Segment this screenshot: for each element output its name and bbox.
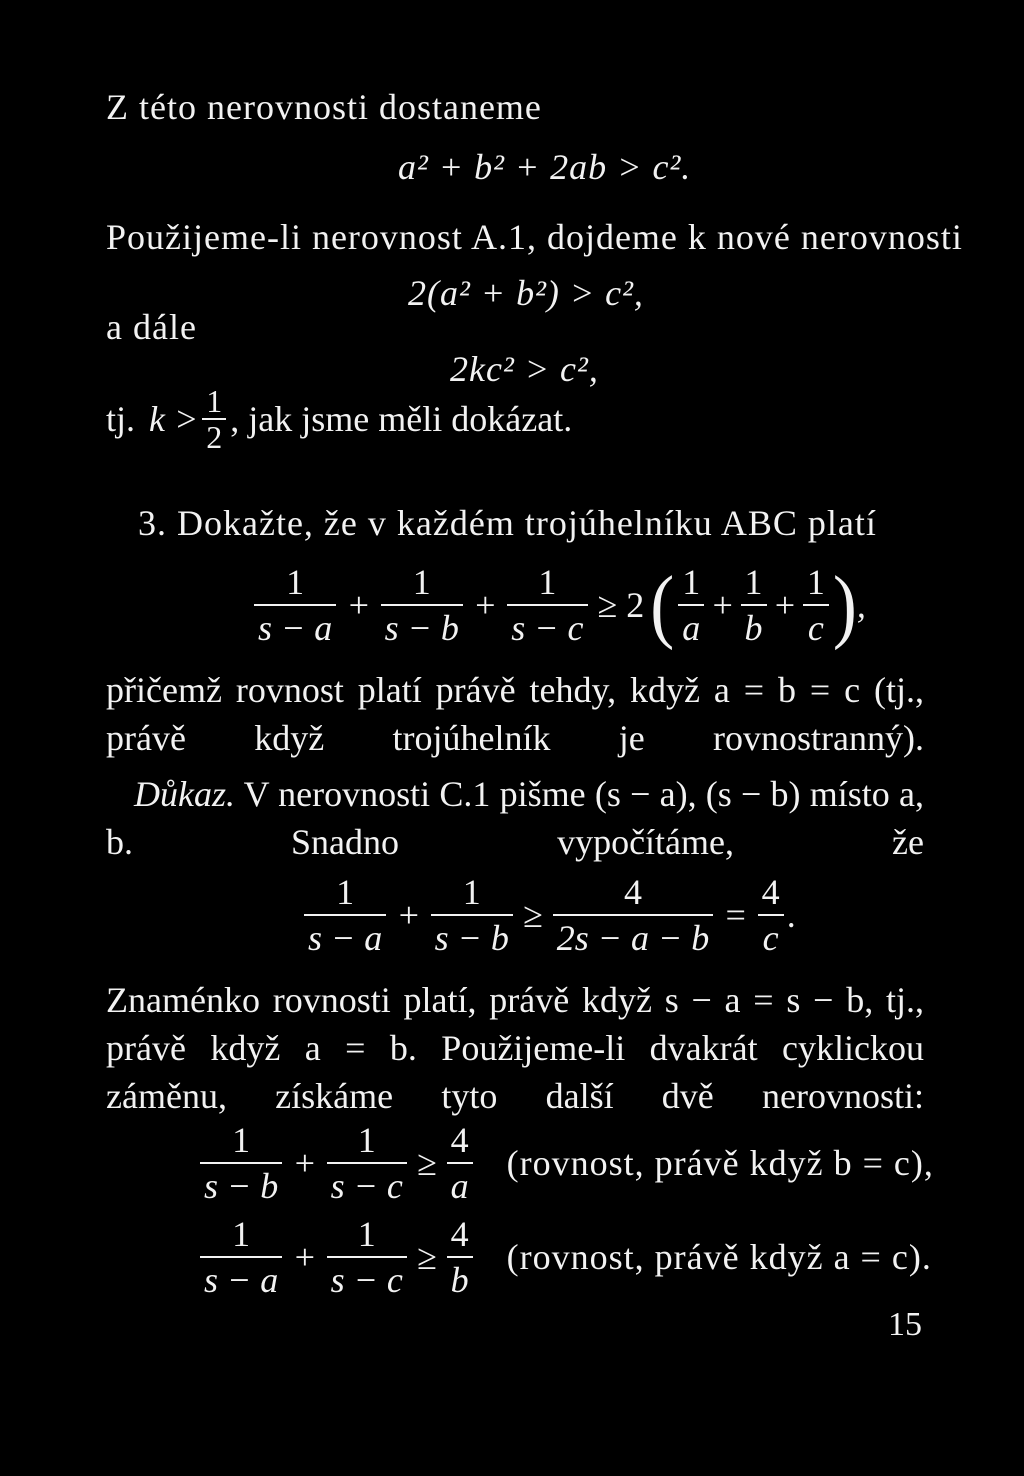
fraction-1-over-s-b: $\frac{1}{s - b}$	[200, 1118, 282, 1208]
paragraph-sign: Znaménko rovnosti platí, právě když s − a = s − b, tj., právě když a = b. Použijeme-li dvakrát cyklickou záměnu, získáme tyto další dvě nerovnosti:	[106, 980, 924, 1116]
conclusion-line	[106, 384, 572, 454]
fraction-4-over-a: $\frac{4}{a}$	[447, 1118, 473, 1208]
left-paren: (	[650, 559, 675, 651]
fraction-1-over-s-a: $\frac{1}{s - a}$	[254, 560, 336, 650]
inequality-2: $\frac{1}{s - a}$ + $\frac{1}{s - b}$ ≥ $\frac{4}{2s - a - b}$ = $\frac{4}{c}$ .	[300, 870, 797, 960]
fraction-1-over-c: $\frac{1}{c}$	[803, 560, 829, 650]
equation-3: 2kc² > c²,	[450, 349, 599, 389]
equation-2: 2(a² + b²) > c²,	[408, 273, 644, 313]
page-number: 15	[888, 1306, 922, 1343]
equality-note-ac: (rovnost, právě když a = c).	[506, 1237, 932, 1277]
fraction-4-over-c: $\frac{4}{c}$	[758, 870, 784, 960]
fraction-1-over-s-a: $\frac{1}{s - a}$	[304, 870, 386, 960]
text-a1: Použijeme-li nerovnost A.1, dojdeme k nové nerovnosti	[106, 217, 963, 257]
inequality-4: $\frac{1}{s - a}$ + $\frac{1}{s - c}$ ≥ $\frac{4}{b}$ (rovnost, právě když a = c).	[196, 1212, 932, 1302]
proof-text: V nerovnosti C.1 pišme (s − a), (s − b) místo a, b. Snadno vypočítáme, že	[106, 774, 924, 862]
fraction-1-over-s-c: $\frac{1}{s - c}$	[327, 1212, 407, 1302]
fraction-1-over-s-c: $\frac{1}{s - c}$	[327, 1118, 407, 1208]
fraction-1-over-b: $\frac{1}{b}$	[741, 560, 767, 650]
equation-1: a² + b² + 2ab > c².	[398, 147, 692, 187]
right-paren: )	[832, 559, 857, 651]
inequality-3: $\frac{1}{s - b}$ + $\frac{1}{s - c}$ ≥ $\frac{4}{a}$ (rovnost, právě když b = c),	[196, 1118, 934, 1208]
fraction-4-over-2s-a-b: $\frac{4}{2s - a - b}$	[553, 870, 714, 960]
problem-text: Dokažte, že v každém trojúhelníku ABC platí	[177, 503, 877, 543]
problem-heading	[138, 502, 877, 544]
problem-number: 3.	[138, 503, 167, 543]
proof-label: Důkaz.	[134, 774, 235, 814]
text-intro: Z této nerovnosti dostaneme	[106, 87, 542, 127]
text-a-dale: a dále	[106, 307, 197, 347]
main-inequality: $\frac{1}{s - a}$ + $\frac{1}{s - b}$ + $\frac{1}{s - c}$ ≥ 2 ( $\frac{1}{a}$ + $\frac{1}{b}$ + $\frac{1}{c}$ ) ,	[250, 560, 866, 650]
fraction-1-over-s-a: $\frac{1}{s - a}$	[200, 1212, 282, 1302]
fraction-1-over-s-b: $\frac{1}{s - b}$	[431, 870, 513, 960]
k-inequality: k >	[149, 399, 199, 439]
fraction-half: $\frac{1}{2}$	[202, 384, 226, 454]
tj-label: tj.	[106, 399, 136, 439]
fraction-4-over-b: $\frac{4}{b}$	[447, 1212, 473, 1302]
fraction-1-over-s-c: $\frac{1}{s - c}$	[507, 560, 587, 650]
paragraph-equality: přičemž rovnost platí právě tehdy, když a = b = c (tj., právě když trojúhelník je rovnostranný).	[106, 670, 924, 758]
conclusion-text: , jak jsme měli dokázat.	[230, 399, 573, 439]
fraction-1-over-a: $\frac{1}{a}$	[678, 560, 704, 650]
equality-note-bc: (rovnost, právě když b = c),	[506, 1143, 934, 1183]
fraction-1-over-s-b: $\frac{1}{s - b}$	[381, 560, 463, 650]
